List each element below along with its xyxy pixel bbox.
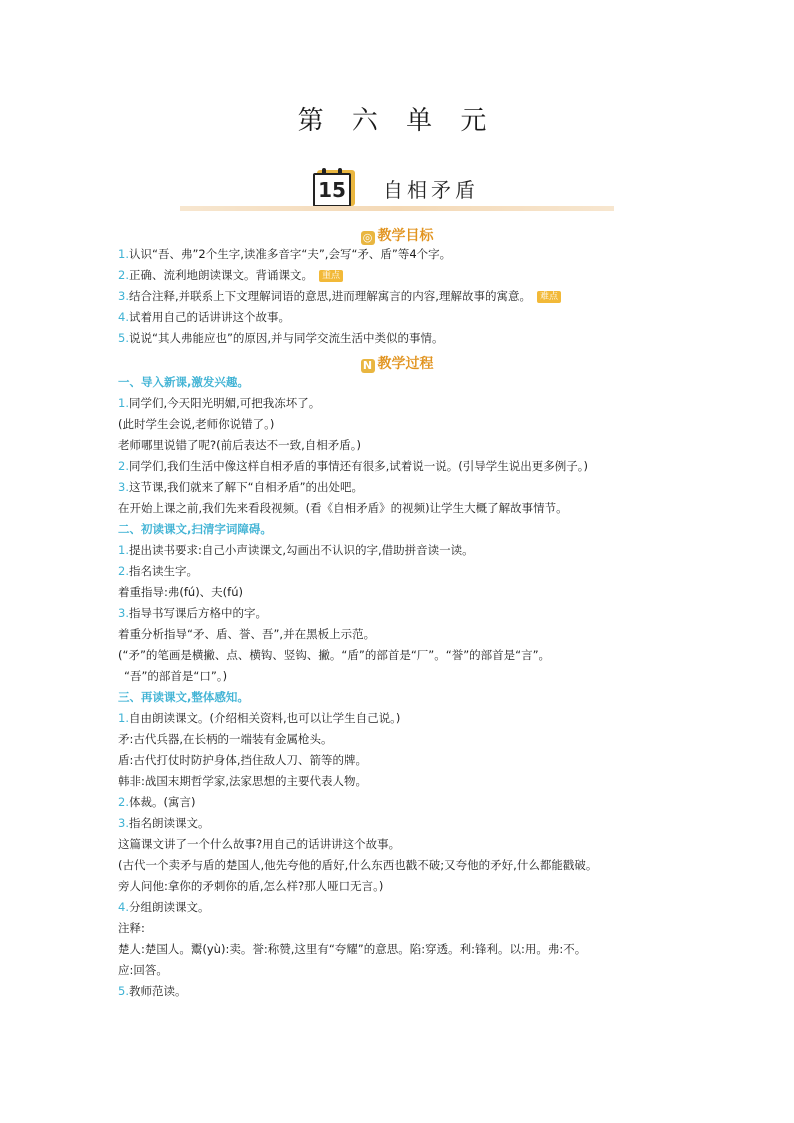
item-text: 说说“其人弗能应也”的原因,并与同学交流生活中类似的事情。 (128, 331, 444, 345)
process-line (118, 815, 209, 831)
item-text: 正确、流利地朗读课文。背诵课文。 (128, 268, 313, 282)
target-icon: ◎ (361, 231, 375, 245)
unit-title: 第 六 单 元 (297, 106, 497, 136)
item-text: 教师范读。 (128, 984, 187, 998)
process-heading (0, 353, 794, 373)
item-number: 4. (118, 900, 129, 914)
process-line (118, 857, 597, 873)
subheading-line (118, 689, 249, 705)
process-line (118, 647, 550, 663)
item-text: 韩非:战国末期哲学家,法家思想的主要代表人物。 (118, 774, 368, 788)
item-number: 3. (118, 289, 129, 303)
item-text: 在开始上课之前,我们先来看段视频。(看《自相矛盾》的视频)让学生大概了解故事情节。 (118, 501, 568, 515)
item-text: 注释: (118, 921, 145, 935)
item-text: 这节课,我们就来了解下“自相矛盾”的出处吧。 (128, 480, 364, 494)
process-line (118, 983, 186, 999)
item-number: 2. (118, 564, 129, 578)
item-text: (“矛”的笔画是横撇、点、横钩、竖钩、撇。“盾”的部首是“厂”。“誉”的部首是“言”。 (118, 648, 551, 662)
item-number: 1. (118, 247, 129, 261)
lesson-number: 15 (313, 173, 351, 207)
goal-item (118, 309, 290, 325)
calendar-icon (313, 168, 357, 208)
process-line (118, 836, 400, 852)
item-text: 应:回答。 (118, 963, 168, 977)
item-number: 1. (118, 396, 129, 410)
process-heading-text: 教学过程 (377, 356, 434, 372)
item-number: 4. (118, 310, 129, 324)
item-text: 旁人问他:拿你的矛刺你的盾,怎么样?那人哑口无言。) (118, 879, 384, 893)
item-number: 5. (118, 984, 129, 998)
process-line (118, 605, 267, 621)
process-line (118, 479, 363, 495)
item-number: 1. (118, 711, 129, 725)
process-line (118, 878, 383, 894)
item-text: 提出读书要求:自己小声读课文,勾画出不认识的字,借助拼音读一读。 (128, 543, 474, 557)
item-number: 2. (118, 459, 129, 473)
goal-item (118, 267, 343, 283)
item-number: 3. (118, 816, 129, 830)
item-number: 2. (118, 268, 129, 282)
item-number: 5. (118, 331, 129, 345)
section-subheading: 三、再读课文,整体感知。 (118, 690, 249, 704)
item-number: 3. (118, 606, 129, 620)
item-text: 认识“吾、弗”2个生字,读准多音字“夫”,会写“矛、盾”等4个字。 (128, 247, 452, 261)
item-text: 同学们,今天阳光明媚,可把我冻坏了。 (128, 396, 321, 410)
item-text: 盾:古代打仗时防护身体,挡住敌人刀、箭等的牌。 (118, 753, 368, 767)
goal-item (118, 330, 444, 346)
item-text: 这篇课文讲了一个什么故事?用自己的话讲讲这个故事。 (118, 837, 401, 851)
item-number: 2. (118, 795, 129, 809)
process-line (118, 794, 195, 810)
item-text: 结合注释,并联系上下文理解词语的意思,进而理解寓言的内容,理解故事的寓意。 (128, 289, 531, 303)
lesson-title: 自相矛盾 (383, 177, 479, 202)
goal-item (118, 246, 451, 262)
item-number: 3. (118, 480, 129, 494)
process-line (118, 416, 274, 432)
item-text: 指名朗读课文。 (128, 816, 210, 830)
process-line (118, 920, 145, 936)
steps-icon: N (361, 359, 375, 373)
emphasis-tag: 重点 (319, 270, 343, 282)
process-line (118, 731, 333, 747)
process-line (118, 941, 586, 957)
process-line (118, 458, 588, 474)
item-text: 着重分析指导“矛、盾、誉、吾”,并在黑板上示范。 (118, 627, 376, 641)
item-text: 试着用自己的话讲讲这个故事。 (128, 310, 290, 324)
section-subheading: 一、导入新课,激发兴趣。 (118, 375, 249, 389)
title-underline (180, 206, 614, 211)
subheading-line (118, 521, 272, 537)
goals-heading-text: 教学目标 (377, 228, 434, 244)
section-subheading: 二、初读课文,扫清字词障碍。 (118, 522, 272, 536)
item-text: “吾”的部首是“口”。) (124, 669, 228, 683)
process-line (118, 773, 367, 789)
process-line (118, 563, 198, 579)
emphasis-tag: 难点 (537, 291, 561, 303)
process-line (124, 668, 227, 684)
process-line (118, 752, 367, 768)
process-line (118, 584, 243, 600)
item-text: 老师哪里说错了呢?(前后表达不一致,自相矛盾。) (118, 438, 361, 452)
goal-item (118, 288, 561, 304)
lesson-header (313, 166, 479, 210)
item-text: (此时学生会说,老师你说错了。) (118, 417, 275, 431)
process-line (118, 542, 474, 558)
item-text: 楚人:楚国人。鬻(yù):卖。誉:称赞,这里有“夸耀”的意思。陷:穿透。利:锋利。以:用。弗:不。 (118, 942, 587, 956)
process-line (118, 626, 375, 642)
item-text: (古代一个卖矛与盾的楚国人,他先夸他的盾好,什么东西也戳不破;又夸他的矛好,什么都能戳破。 (118, 858, 598, 872)
process-line (118, 899, 209, 915)
item-number: 1. (118, 543, 129, 557)
item-text: 指导书写课后方格中的字。 (128, 606, 267, 620)
process-line (118, 395, 320, 411)
item-text: 矛:古代兵器,在长柄的一端装有金属枪头。 (118, 732, 333, 746)
item-text: 分组朗读课文。 (128, 900, 210, 914)
item-text: 体裁。(寓言) (128, 795, 196, 809)
process-line (118, 500, 568, 516)
item-text: 着重指导:弗(fú)、夫(fú) (118, 585, 243, 599)
process-line (118, 962, 168, 978)
item-text: 指名读生字。 (128, 564, 198, 578)
goals-heading (0, 225, 794, 245)
process-line (118, 437, 361, 453)
subheading-line (118, 374, 249, 390)
item-text: 同学们,我们生活中像这样自相矛盾的事情还有很多,试着说一说。(引导学生说出更多例子。) (128, 459, 589, 473)
process-line (118, 710, 400, 726)
item-text: 自由朗读课文。(介绍相关资料,也可以让学生自己说。) (128, 711, 401, 725)
